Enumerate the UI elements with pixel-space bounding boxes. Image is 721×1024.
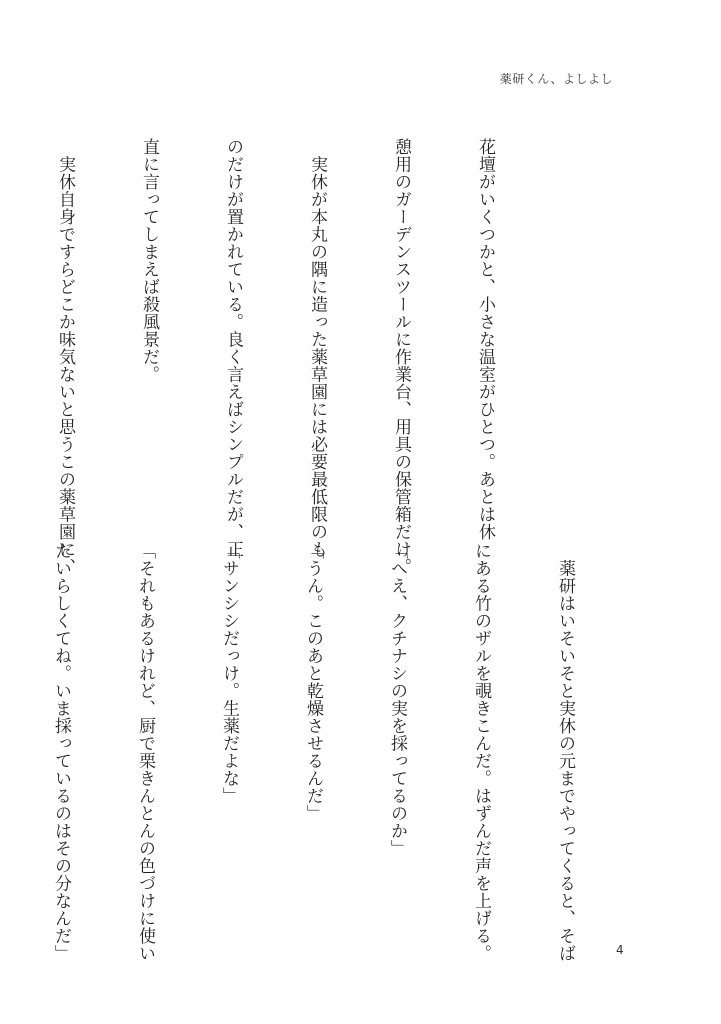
page-number: 4 bbox=[616, 943, 624, 957]
running-title: 薬研くん、よしよし bbox=[499, 72, 613, 86]
text-column: 直に言ってしまえば殺風景だ。 bbox=[139, 138, 159, 383]
text-column: のだけが置かれている。良く言えばシンプルだが、正 bbox=[223, 138, 243, 558]
text-column: 「それもあるけれど、厨で栗きんとんの色づけに使い bbox=[135, 542, 155, 962]
text-column: 薬研はいそいそと実休の元までやってくると、そば bbox=[555, 542, 575, 962]
text-column: 花壇がいくつかと、小さな温室がひとつ。あとは休 bbox=[475, 138, 495, 541]
text-column: 憩用のガーデンスツールに作業台、用具の保管箱だけ。 bbox=[391, 138, 411, 576]
text-column: 実休が本丸の隅に造った薬草園には必要最低限のも bbox=[307, 138, 327, 558]
text-column: 実休自身ですらどこか味気ないと思うこの薬草園に、 bbox=[55, 138, 75, 576]
text-column: 「うん。このあと乾燥させるんだ」 bbox=[303, 542, 323, 822]
text-column: にある竹のザルを覗きこんだ。はずんだ声を上げる。 bbox=[471, 542, 491, 962]
text-column: 「へえ、クチナシの実を採ってるのか」 bbox=[387, 542, 407, 857]
upper-text-block bbox=[55, 138, 555, 576]
text-column: たいらしくてね。いま採っているのはその分なんだ」 bbox=[51, 542, 71, 962]
text-column: 「サンシシだっけ。生薬だよな」 bbox=[219, 542, 239, 805]
lower-text-block bbox=[51, 542, 635, 962]
